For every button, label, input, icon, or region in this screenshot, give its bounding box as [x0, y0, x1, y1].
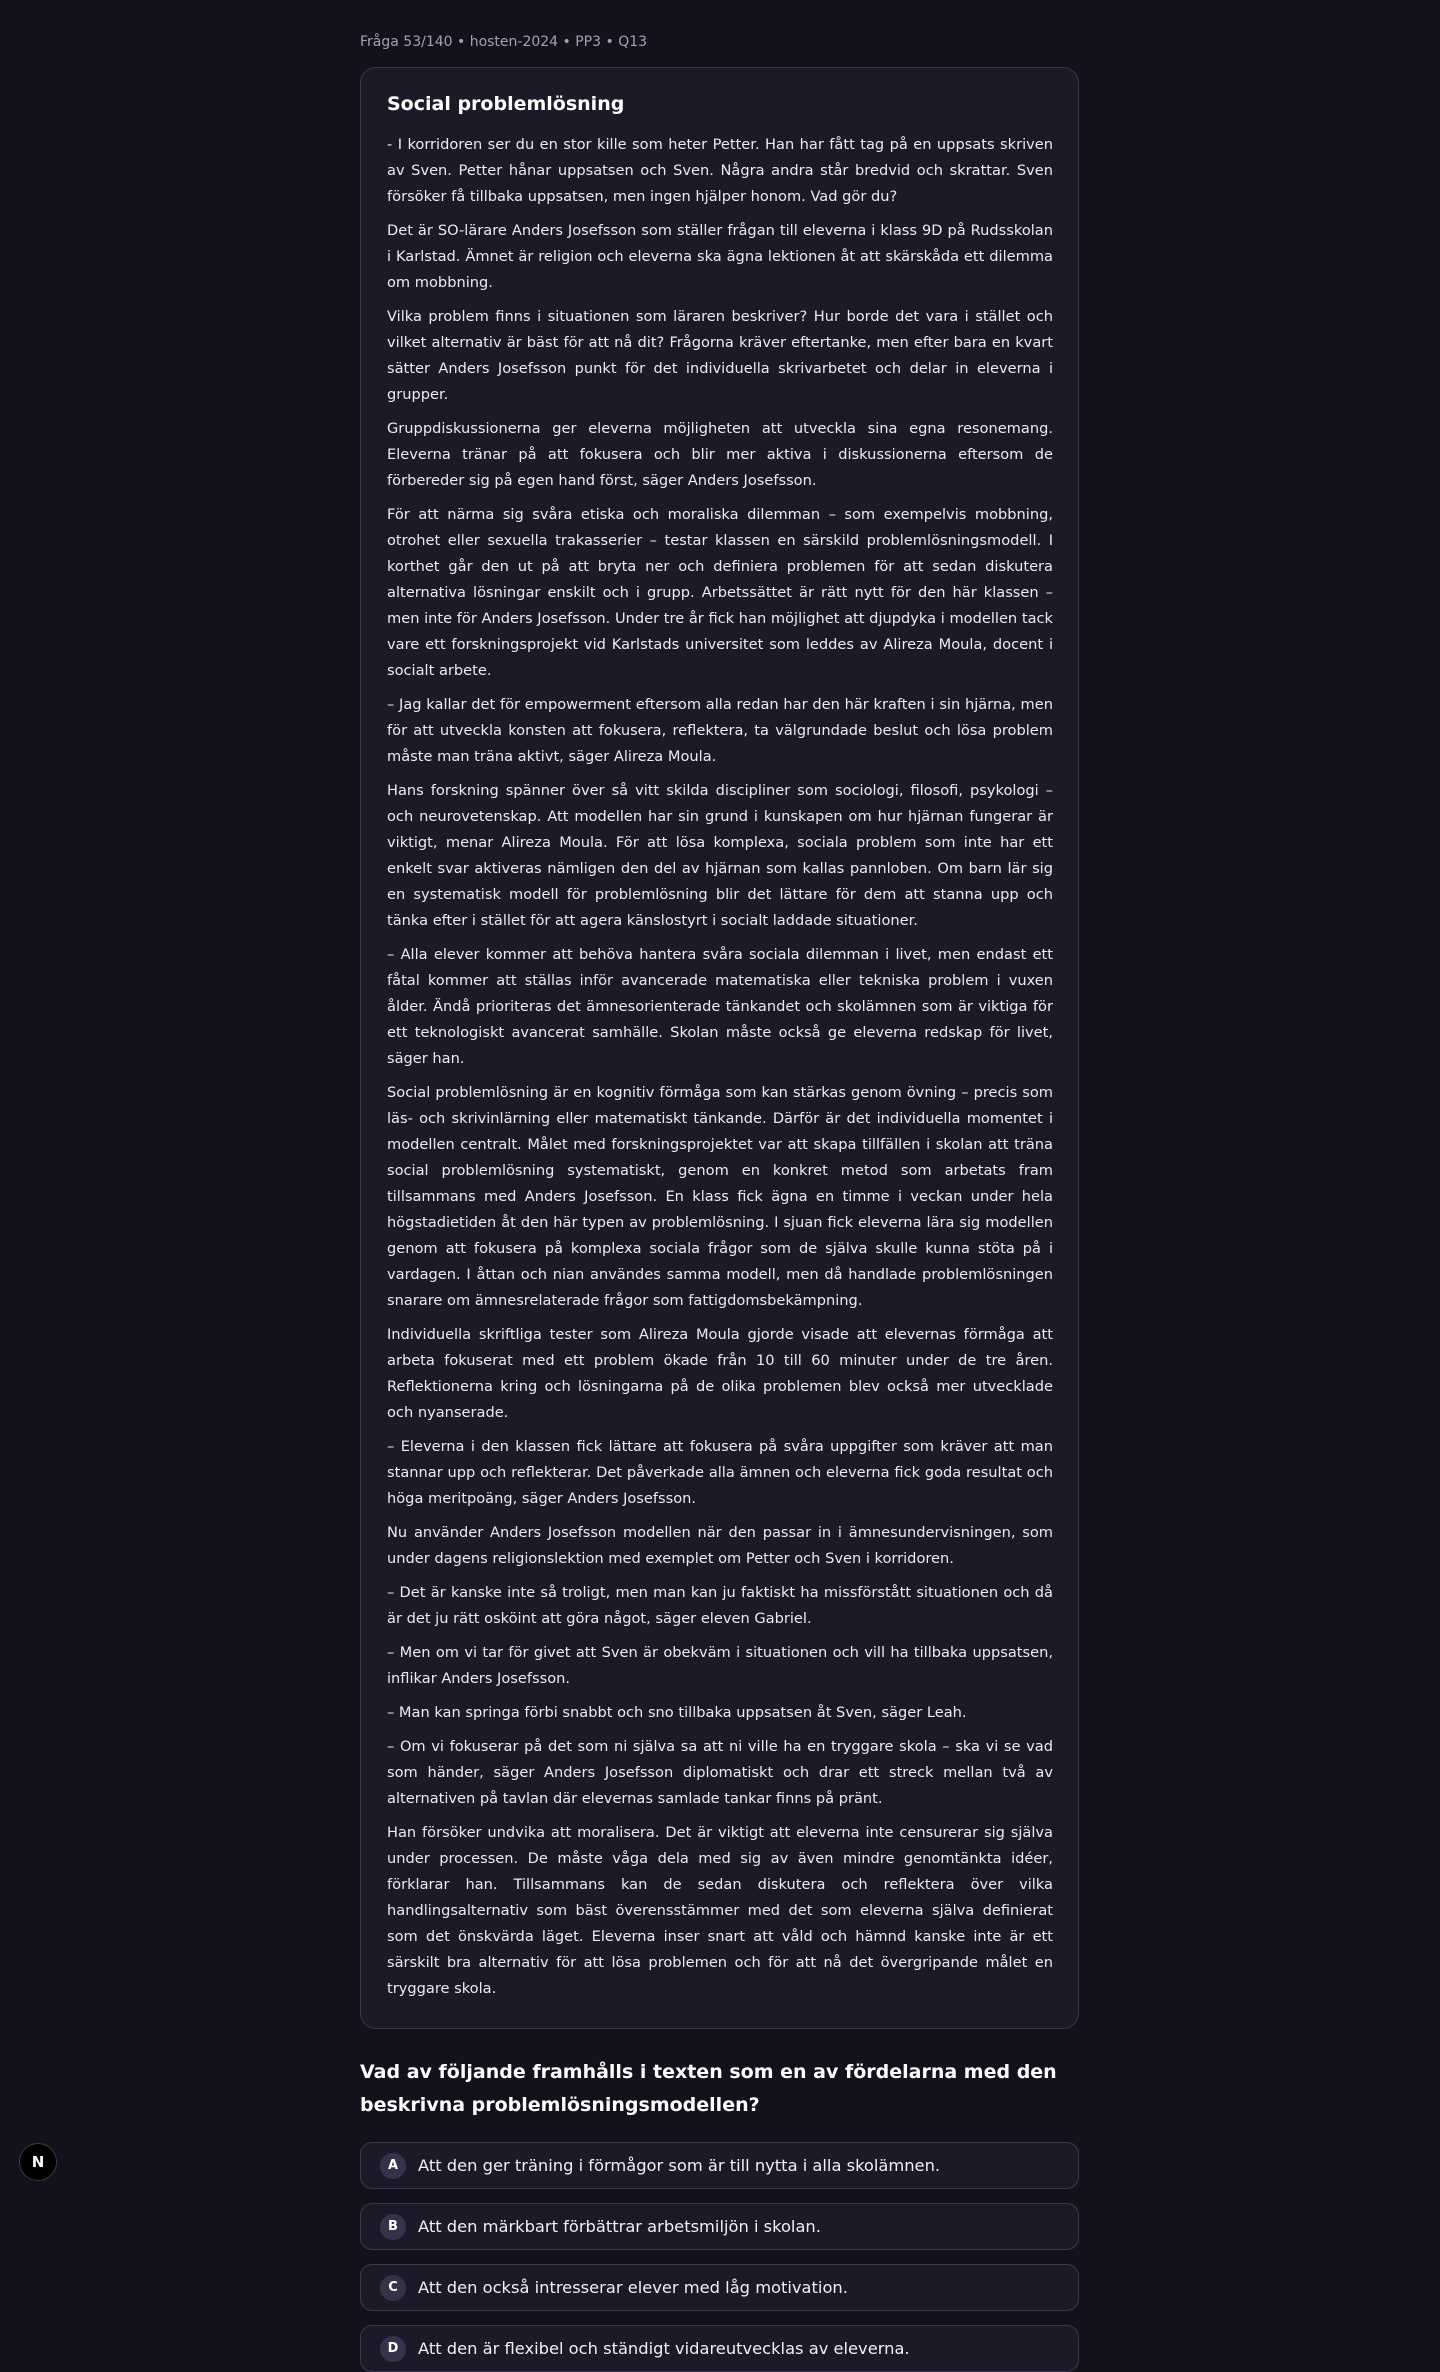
passage-paragraph: Det är SO-lärare Anders Josefsson som ställer frågan till eleverna i klass 9D på Rudsskolan i Karlstad. Ämnet är religion och eleverna ska ägna lektionen åt att skärskåda ett dilemma om mobbning.: [387, 222, 1053, 291]
passage-paragraph: Social problemlösning är en kognitiv förmåga som kan stärkas genom övning – precis som läs- och skrivinlärning eller matematiskt tänkande. Därför är det individuella momentet i modellen centralt. Målet med forskningsprojektet var att skapa tillfällen i skolan att träna social problemlösning systematiskt, genom en konkret metod som arbetats fram tillsammans med Anders Josefsson. En klass fick ägna en timme i veckan under hela högstadietiden åt den här typen av problemlösning. I sjuan fick eleverna lära sig modellen genom att fokusera på komplexa sociala frågor som de själva skulle kunna stöta på i vardagen. I åttan och nian användes samma modell, men då handlade problemlösningen snarare om ämnesrelaterade frågor som fattigdomsbekämpning.: [387, 1084, 1053, 1309]
passage-paragraph: - I korridoren ser du en stor kille som heter Petter. Han har fått tag på en uppsats skriven av Sven. Petter hånar uppsatsen och Sven. Några andra står bredvid och skrattar. Sven försöker få tillbaka uppsatsen, men ingen hjälper honom. Vad gör du?: [387, 136, 1053, 205]
option-a[interactable]: [360, 2142, 1079, 2189]
option-text: Att den märkbart förbättrar arbetsmiljön i skolan.: [418, 2217, 821, 2236]
passage-paragraph: Vilka problem finns i situationen som läraren beskriver? Hur borde det vara i stället och vilket alternativ är bäst för att nå dit? Frågorna kräver eftertanke, men efter bara en kvart sätter Anders Josefsson punkt för det individuella skrivarbetet och delar in eleverna i grupper.: [387, 308, 1053, 403]
passage-title: Social problemlösning: [387, 93, 625, 115]
option-letter: B: [380, 2214, 406, 2240]
svg-text:N: N: [31, 2153, 45, 2171]
option-letter: A: [380, 2153, 406, 2179]
option-letter: C: [380, 2275, 406, 2301]
passage-paragraph: – Men om vi tar för givet att Sven är obekväm i situationen och vill ha tillbaka uppsatsen, inflikar Anders Josefsson.: [387, 1644, 1053, 1687]
answer-options: [360, 2142, 1079, 2372]
passage-paragraph: – Om vi fokuserar på det som ni själva sa att ni ville ha en tryggare skola – ska vi se vad som händer, säger Anders Josefsson diplomatiskt och drar ett streck mellan två av alternativen på tavlan där elevernas samlade tankar finns på pränt.: [387, 1738, 1053, 1807]
passage-paragraph: Hans forskning spänner över så vitt skilda discipliner som sociologi, filosofi, psykologi – och neurovetenskap. Att modellen har sin grund i kunskapen om hur hjärnan fungerar är viktigt, menar Alireza Moula. För att lösa komplexa, sociala problem som inte har ett enkelt svar aktiveras nämligen den del av hjärnan som kallas pannloben. Om barn lär sig en systematisk modell för problemlösning blir det lättare för dem att stanna upp och tänka efter i stället för att agera känslostyrt i socialt laddade situationer.: [387, 782, 1053, 929]
passage-paragraph: – Jag kallar det för empowerment eftersom alla redan har den här kraften i sin hjärna, men för att utveckla konsten att fokusera, reflektera, ta välgrundade beslut och lösa problem måste man träna aktivt, säger Alireza Moula.: [387, 696, 1053, 765]
main-column: [360, 0, 1079, 2372]
n-logo-icon: [27, 2151, 49, 2173]
option-letter: D: [380, 2336, 406, 2362]
option-b[interactable]: [360, 2203, 1079, 2250]
passage-paragraph: Nu använder Anders Josefsson modellen när den passar in i ämnesundervisningen, som under dagens religionslektion med exemplet om Petter och Sven i korridoren.: [387, 1524, 1053, 1567]
passage-paragraph: – Det är kanske inte så troligt, men man kan ju faktiskt ha missförstått situationen och då är det ju rätt osköint att göra något, säger eleven Gabriel.: [387, 1584, 1053, 1627]
option-text: Att den också intresserar elever med låg motivation.: [418, 2278, 848, 2297]
option-d[interactable]: [360, 2325, 1079, 2372]
nextjs-badge-icon[interactable]: [19, 2143, 57, 2181]
passage-paragraph: För att närma sig svåra etiska och moraliska dilemman – som exempelvis mobbning, otrohet eller sexuella trakasserier – testar klassen en särskild problemlösningsmodell. I korthet går den ut på att bryta ner och definiera problemen för att sedan diskutera alternativa lösningar enskilt och i grupp. Arbetssättet är rätt nytt för den här klassen – men inte för Anders Josefsson. Under tre år fick han möjlighet att djupdyka i modellen tack vare ett forskningsprojekt vid Karlstads universitet som leddes av Alireza Moula, docent i socialt arbete.: [387, 506, 1053, 679]
question-text: Vad av följande framhålls i texten som en av fördelarna med den beskrivna problemlösningsmodellen?: [360, 2061, 1057, 2116]
passage-paragraph: Individuella skriftliga tester som Alireza Moula gjorde visade att elevernas förmåga att arbeta fokuserat med ett problem ökade från 10 till 60 minuter under de tre åren. Reflektionerna kring och lösningarna på de olika problemen blev också mer utvecklade och nyanserade.: [387, 1326, 1053, 1421]
passage-paragraph: Gruppdiskussionerna ger eleverna möjligheten att utveckla sina egna resonemang. Eleverna tränar på att fokusera och blir mer aktiva i diskussionerna eftersom de förbereder sig på egen hand först, säger Anders Josefsson.: [387, 420, 1053, 489]
question-meta: Fråga 53/140 • hosten-2024 • PP3 • Q13: [360, 34, 648, 50]
passage-card: [360, 67, 1079, 2029]
passage-paragraph: Han försöker undvika att moralisera. Det är viktigt att eleverna inte censurerar sig själva under processen. De måste våga dela med sig av även mindre genomtänkta idéer, förklarar han. Tillsammans kan de sedan diskutera och reflektera över vilka handlingsalternativ som bäst överensstämmer med det som eleverna själva definierat som det önskvärda läget. Eleverna inser snart att våld och hämnd kanske inte är ett särskilt bra alternativ för att lösa problemen och för att nå det övergripande målet en tryggare skola.: [387, 1824, 1053, 1997]
passage-paragraph: – Alla elever kommer att behöva hantera svåra sociala dilemman i livet, men endast ett fåtal kommer att ställas inför avancerade matematiska eller tekniska problem i vuxen ålder. Ändå prioriteras det ämnesorienterade tänkandet och skolämnen som är viktiga för ett teknologiskt avancerat samhälle. Skolan måste också ge eleverna redskap för livet, säger han.: [387, 946, 1053, 1067]
passage-paragraph: – Man kan springa förbi snabbt och sno tillbaka uppsatsen åt Sven, säger Leah.: [387, 1704, 967, 1721]
option-text: Att den ger träning i förmågor som är till nytta i alla skolämnen.: [418, 2156, 941, 2175]
passage-paragraph: – Eleverna i den klassen fick lättare att fokusera på svåra uppgifter som kräver att man stannar upp och reflekterar. Det påverkade alla ämnen och eleverna fick goda resultat och höga meritpoäng, säger Anders Josefsson.: [387, 1438, 1053, 1507]
option-text: Att den är flexibel och ständigt vidareutvecklas av eleverna.: [418, 2339, 910, 2358]
option-c[interactable]: [360, 2264, 1079, 2311]
